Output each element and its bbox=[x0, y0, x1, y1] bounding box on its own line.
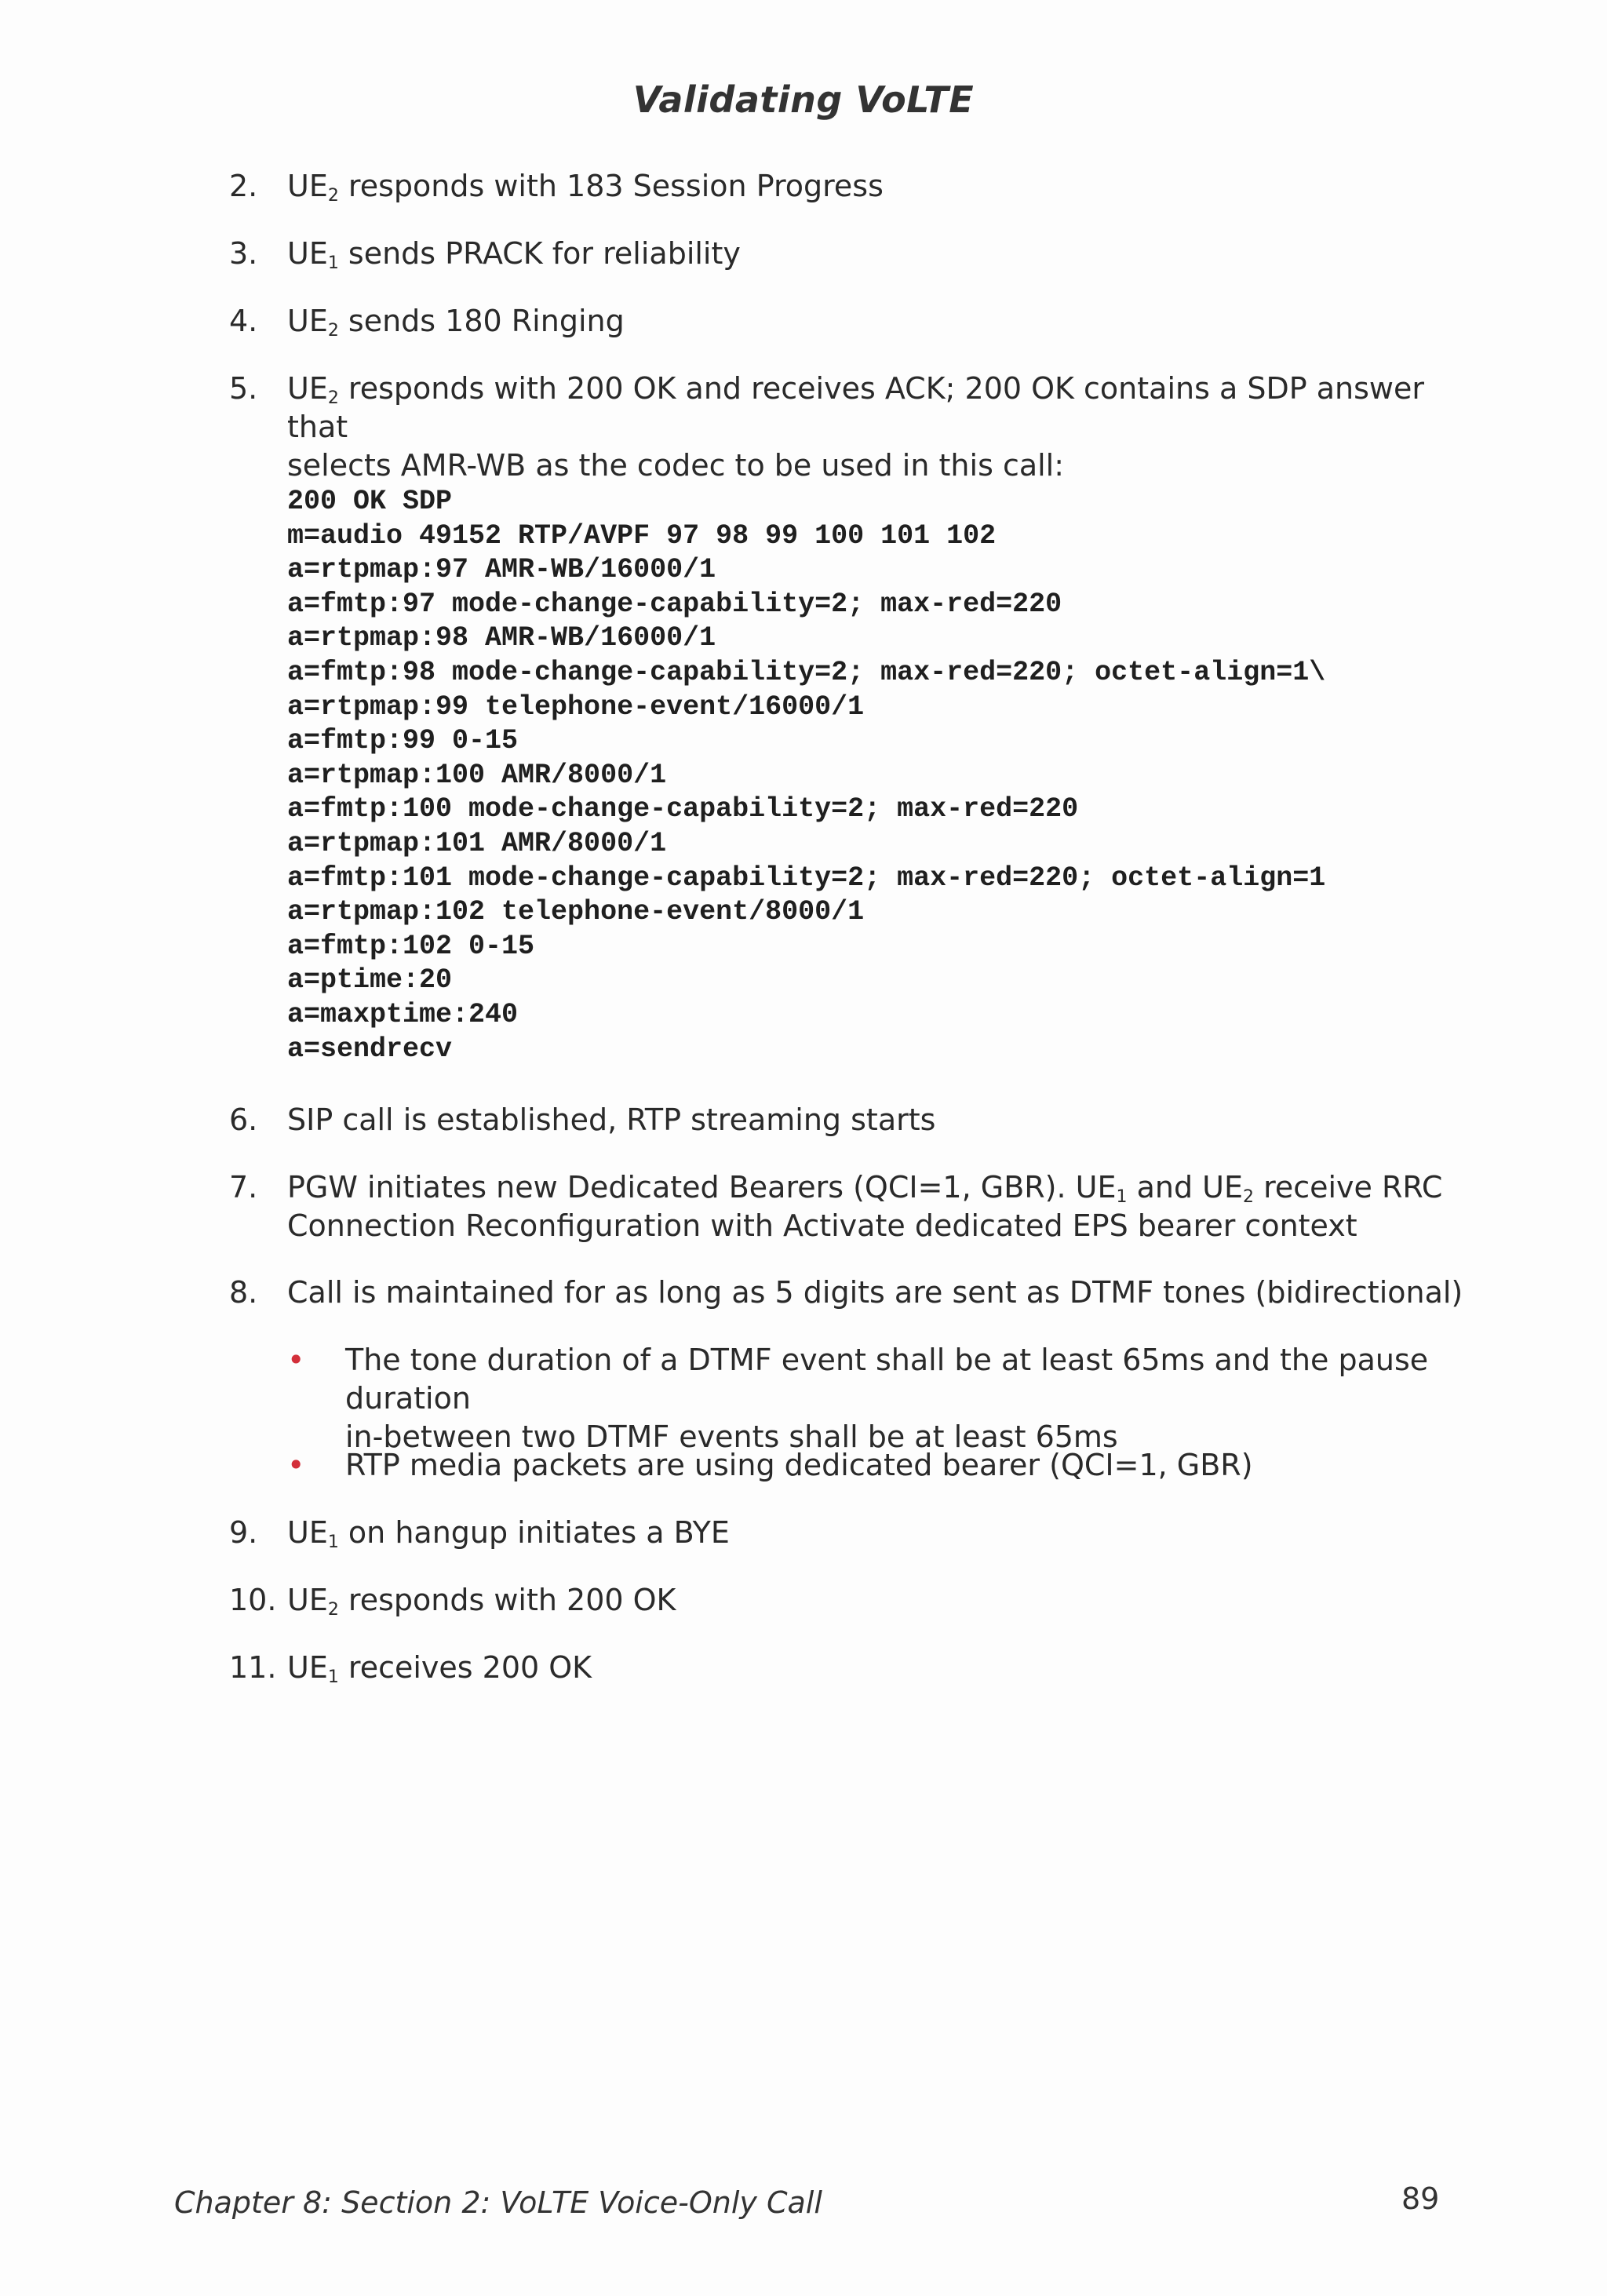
code-line: a=ptime:20 bbox=[287, 964, 453, 997]
step-number: 6. bbox=[229, 1102, 258, 1137]
code-line: a=rtpmap:98 AMR-WB/16000/1 bbox=[287, 622, 716, 654]
code-line: a=fmtp:102 0-15 bbox=[287, 930, 535, 962]
code-line: a=rtpmap:102 telephone-event/8000/1 bbox=[287, 896, 865, 928]
bullet-text: RTP media packets are using dedicated bearer (QCI=1, GBR) bbox=[345, 1448, 1253, 1482]
bullet-text: The tone duration of a DTMF event shall be at least 65ms and the pause duration in-between two DTMF events shall be at least 65ms bbox=[345, 1343, 1429, 1454]
page-header-title: Validating VoLTE bbox=[632, 78, 975, 121]
code-line: a=maxptime:240 bbox=[287, 998, 519, 1030]
step-text: $UE_2$ sends 180 Ringing bbox=[287, 304, 625, 341]
step-number: 8. bbox=[229, 1275, 258, 1310]
code-line: a=rtpmap:97 AMR-WB/16000/1 bbox=[287, 554, 716, 586]
step-text: $UE_2$ responds with 200 OK bbox=[287, 1583, 676, 1620]
step-number: 3. bbox=[229, 236, 258, 271]
bullet-dot-icon: • bbox=[287, 1343, 305, 1377]
code-line: a=fmtp:98 mode-change-capability=2; max-red=220; octet-align=1\ bbox=[287, 656, 1326, 688]
step-text: Call is maintained for as long as 5 digits are sent as DTMF tones (bidirectional) bbox=[287, 1275, 1463, 1310]
code-line: a=fmtp:101 mode-change-capability=2; max-red=220; octet-align=1 bbox=[287, 862, 1326, 894]
step-text: $UE_2$ responds with 200 OK and receives ACK; 200 OK contains a SDP answer that selects AMR-WB as the codec to be used in this call: bbox=[287, 371, 1424, 483]
code-line: a=fmtp:100 mode-change-capability=2; max-red=220 bbox=[287, 793, 1079, 825]
step-number: 4. bbox=[229, 304, 258, 338]
bullet-dot-icon: • bbox=[287, 1448, 305, 1482]
step-number: 5. bbox=[229, 371, 258, 406]
step-number: 7. bbox=[229, 1170, 258, 1204]
code-line: m=audio 49152 RTP/AVPF 97 98 99 100 101 102 bbox=[287, 519, 997, 552]
step-text: $UE_1$ receives 200 OK bbox=[287, 1650, 592, 1687]
step-text: $UE_1$ sends PRACK for reliability bbox=[287, 236, 741, 273]
sdp-code-block bbox=[287, 485, 1325, 1066]
code-line: a=rtpmap:100 AMR/8000/1 bbox=[287, 759, 667, 791]
code-line: a=rtpmap:99 telephone-event/16000/1 bbox=[287, 691, 865, 723]
step-number: 10. bbox=[229, 1583, 277, 1617]
code-line: 200 OK SDP bbox=[287, 486, 453, 517]
footer-chapter-title: Chapter 8: Section 2: VoLTE Voice-Only Call bbox=[174, 2185, 822, 2220]
page-number: 89 bbox=[1401, 2181, 1440, 2216]
code-line: a=sendrecv bbox=[287, 1033, 453, 1065]
code-line: a=fmtp:99 0-15 bbox=[287, 725, 519, 757]
code-line: a=rtpmap:101 AMR/8000/1 bbox=[287, 827, 667, 859]
step-text: $UE_2$ responds with 183 Session Progress bbox=[287, 169, 884, 206]
step-text: $UE_1$ on hangup initiates a BYE bbox=[287, 1515, 730, 1552]
step-number: 9. bbox=[229, 1515, 258, 1550]
step-number: 2. bbox=[229, 169, 258, 203]
step-text: SIP call is established, RTP streaming starts bbox=[287, 1102, 936, 1137]
step-text: PGW initiates new Dedicated Bearers (QCI=1, GBR). $UE_1$ and $UE_2$ receive RRC Connection Reconfiguration with Activate dedicated EPS bearer context bbox=[287, 1170, 1443, 1243]
code-line: a=fmtp:97 mode-change-capability=2; max-red=220 bbox=[287, 588, 1062, 620]
step-number: 11. bbox=[229, 1650, 277, 1685]
